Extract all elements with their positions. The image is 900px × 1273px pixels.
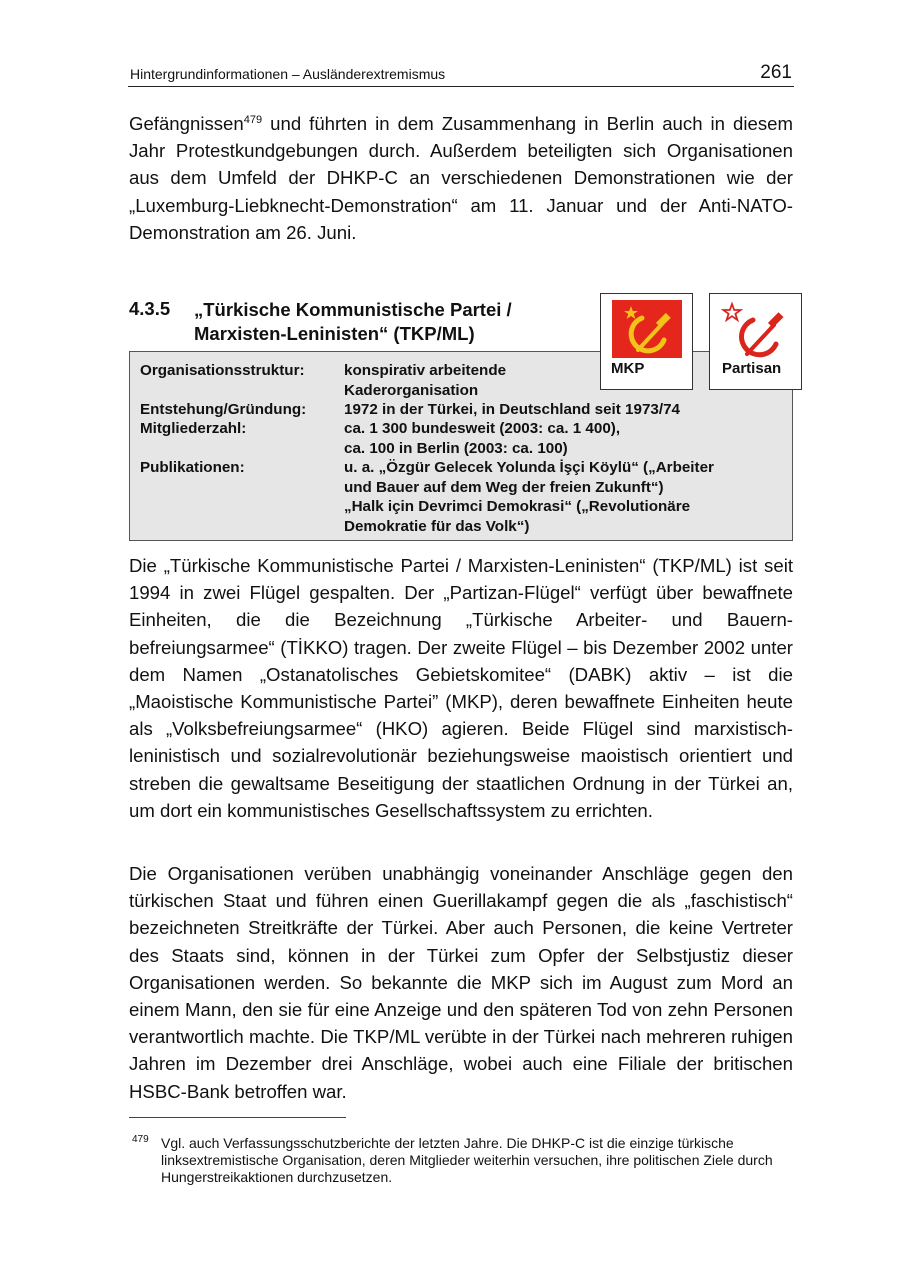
section-title-line1: „Türkische Kommunistische Partei / (194, 299, 512, 320)
info-label: Mitgliederzahl: (140, 420, 247, 437)
info-value (344, 400, 764, 420)
info-value-line: und Bauer auf dem Weg der freien Zukunft“) (344, 478, 664, 496)
section-number: 4.3.5 (129, 298, 171, 319)
footnote-rule (129, 1117, 346, 1118)
info-label: Organisationsstruktur: (140, 362, 305, 379)
body-paragraph-1: Die „Türkische Kommunistische Partei / Marxisten-Leninisten“ (TKP/ML) ist seit 1994 in zwei Flügel gespalten. Der „Partizan-Flügel“ verfügt über bewaffnete Einheiten, die die Bezeichnung „Türkische Arbeiter- und Bauernbefreiungsarmee“ (TİKKO) tragen. Der zweite Flügel – bis Dezember 2002 unter dem Namen „Ostanatolisches Gebietskomitee“ (DABK) aktiv – ist die „Maoistische Kommunistische Partei” (MKP), deren bewaffnete Einheiten heute als „Volksbefreiungsarmee“ (HKO) agieren. Beide Flügel sind marxistisch-leninistisch und sozialrevolutionär beziehungsweise maoistisch orientiert und streben die gewaltsame Beseitigung der staatlichen Ordnung in der Türkei an, um dort ein kommunistisches Gesellschaftssystem zu errichten. (129, 555, 793, 821)
body-paragraph-2: Die Organisationen verüben unabhängig voneinander Anschläge gegen den türkischen Staat und führen einen Guerillakampf gegen die als „faschistisch“ bezeichneten Streitkräfte der Türkei. Aber auch Personen, die keine Vertreter des Staats sind, können in der Türkei zum Opfer der Selbstjustiz dieser Organisationen werden. So bekannte die MKP sich im August zum Mord an einem Mann, den sie für eine Anzeige und den späteren Tod von zehn Personen verantwortlich machte. Die TKP/ML verübte in der Türkei nach mehreren ruhigen Jahren im Dezember drei Anschläge, wobei auch eine Filiale der britischen HSBC-Bank betroffen war. (129, 863, 793, 1102)
info-value-line: Demokratie für das Volk“) (344, 517, 530, 535)
partisan-caption: Partisan (722, 360, 782, 377)
page-number: 261 (760, 62, 792, 83)
info-label: Publikationen: (140, 459, 245, 476)
info-value-line: ca. 1 300 bundesweit (2003: ca. 1 400), (344, 420, 621, 437)
mkp-logo (600, 293, 693, 390)
footnote-number: 479 (132, 1134, 149, 1145)
info-value-line: ca. 100 in Berlin (2003: ca. 100) (344, 439, 568, 457)
mkp-flag-icon (612, 300, 682, 358)
info-value (344, 419, 764, 458)
header-rule (128, 86, 794, 87)
info-label: Entstehung/Gründung: (140, 401, 307, 418)
intro-paragraph (129, 110, 793, 246)
section-title (194, 298, 574, 346)
info-value-line: „Halk için Devrimci Demokrasi“ („Revolutionäre (344, 498, 691, 516)
mkp-caption: MKP (611, 360, 645, 377)
hammer-sickle-icon (720, 300, 790, 360)
info-value (344, 458, 764, 536)
intro-text: und führten in dem Zusammenhang in Berlin auch in diesem Jahr Protestkundgebungen durch. Außerdem beteiligten sich Organisationen aus dem Umfeld der DHKP-C an verschiedenen Demonstrationen wie der „Luxemburg-Liebknecht-Demonstration“ am 11. Januar und der Anti-NATO-Demonstration am 26. Juni. (129, 113, 793, 243)
info-value-line: konspirativ arbeitende (344, 362, 507, 379)
info-value-line: Kaderorganisation (344, 381, 479, 399)
running-header-title: Hintergrundinformationen – Ausländerextremismus (130, 66, 446, 82)
organisation-info-box (129, 351, 793, 541)
info-value-line: 1972 in der Türkei, in Deutschland seit 1973/74 (344, 401, 680, 418)
intro-word: Gefängnissen (129, 113, 244, 134)
info-value (344, 361, 764, 400)
section-title-line2: Marxisten-Leninisten“ (TKP/ML) (194, 323, 475, 344)
partisan-logo (709, 293, 802, 390)
info-value-line: u. a. „Özgür Gelecek Yolunda İşçi Köylü“ („Arbeiter (344, 459, 714, 476)
footnote-text: Vgl. auch Verfassungsschutzberichte der letzten Jahre. Die DHKP-C ist die einzige türkische linksextremistische Organisation, deren Mitglieder weiterhin versuchen, ihre politischen Ziele durch Hungerstreikaktionen durchzusetzen. (161, 1135, 773, 1186)
footnote-reference[interactable]: 479 (243, 114, 263, 126)
